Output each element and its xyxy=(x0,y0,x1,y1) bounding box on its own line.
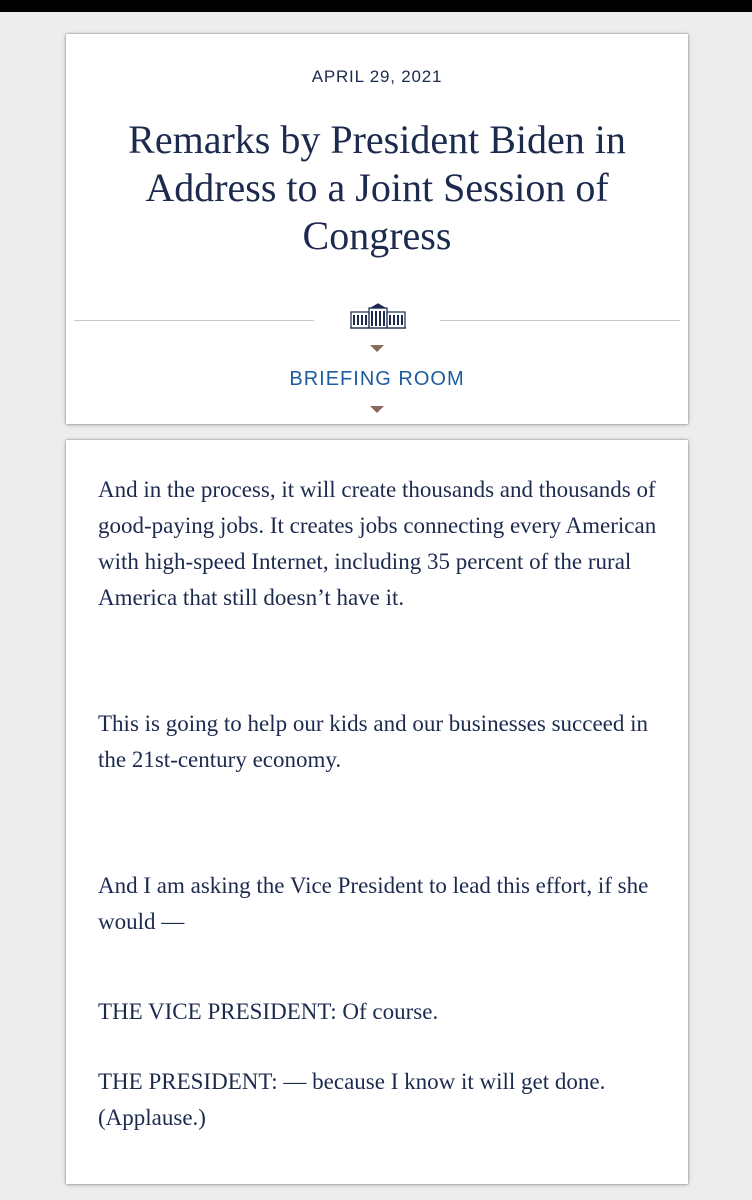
white-house-icon xyxy=(349,303,407,331)
article-paragraph: And I am asking the Vice President to lead this effort, if she would — xyxy=(98,873,649,934)
post-date: APRIL 29, 2021 xyxy=(311,67,443,86)
triangle-down-icon xyxy=(370,345,384,352)
header-card xyxy=(66,34,688,424)
page-title: Remarks by President Biden in Address to a Joint Session of Congress xyxy=(128,117,626,258)
divider-right xyxy=(440,320,680,321)
briefing-room-link[interactable]: BRIEFING ROOM xyxy=(289,368,465,390)
article-body-card xyxy=(66,440,688,1184)
article-paragraph: This is going to help our kids and our businesses succeed in the 21st-century economy. xyxy=(98,711,649,772)
status-bar xyxy=(0,0,752,12)
triangle-down-icon xyxy=(370,406,384,413)
article-paragraph: THE VICE PRESIDENT: Of course. xyxy=(98,999,439,1024)
article-paragraph: THE PRESIDENT: — because I know it will get done. (Applause.) xyxy=(98,1069,606,1130)
divider-left xyxy=(74,320,314,321)
article-paragraph: And in the process, it will create thousands and thousands of good-paying jobs. It creates jobs connecting every American with high-speed Internet, including 35 percent of the rural America that still doesn’t have it. xyxy=(98,477,657,610)
